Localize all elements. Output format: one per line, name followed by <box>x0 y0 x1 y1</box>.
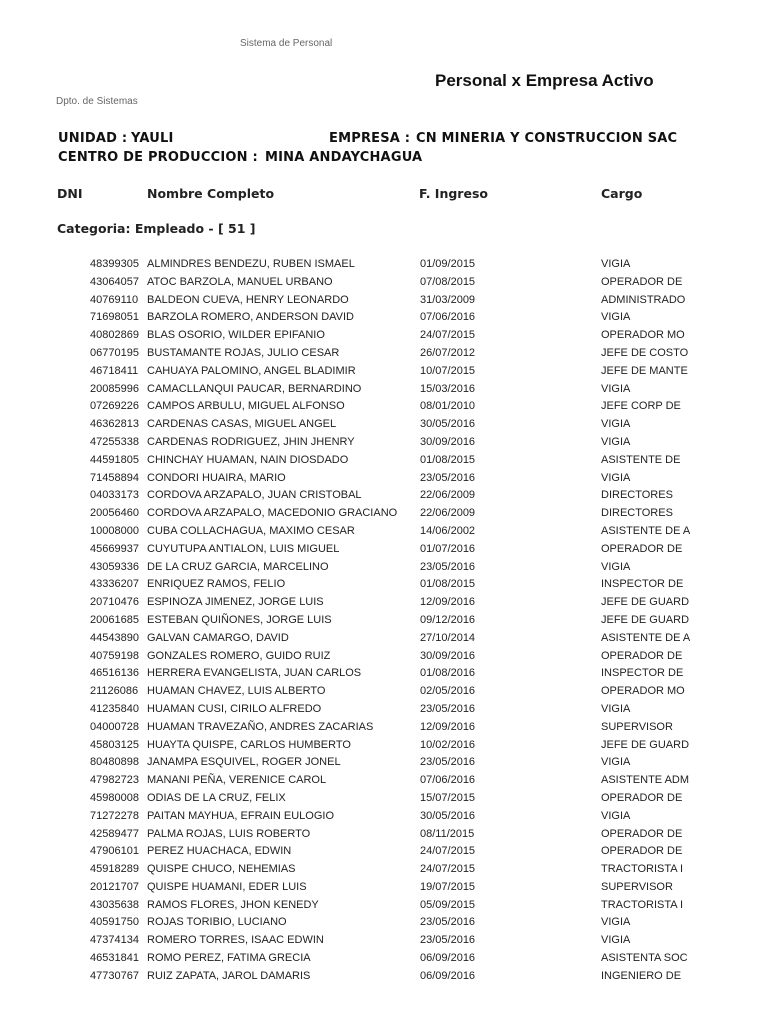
row-date: 01/08/2016 <box>420 667 476 680</box>
row-dni: 44591805 <box>90 453 139 466</box>
row-name: ESTEBAN QUIÑONES, JORGE LUIS <box>147 613 332 626</box>
row-date: 15/07/2015 <box>420 791 476 804</box>
row-dni: 46531841 <box>90 952 139 965</box>
empresa-label: EMPRESA : <box>329 131 411 146</box>
centro-value: MINA ANDAYCHAGUA <box>265 150 423 165</box>
column-header-name: Nombre Completo <box>147 186 275 201</box>
table-row <box>0 470 768 488</box>
row-date: 01/08/2015 <box>420 453 476 466</box>
row-cargo: ASISTENTE DE A <box>601 631 690 644</box>
row-dni: 20121707 <box>90 880 139 893</box>
row-date: 07/08/2015 <box>420 275 476 288</box>
table-row <box>0 754 768 772</box>
row-name: CORDOVA ARZAPALO, JUAN CRISTOBAL <box>147 489 362 502</box>
row-cargo: DIRECTORES <box>601 489 673 502</box>
row-dni: 20056460 <box>90 507 139 520</box>
row-cargo: OPERADOR DE <box>601 275 683 288</box>
row-dni: 20085996 <box>90 382 139 395</box>
row-date: 19/07/2015 <box>420 880 476 893</box>
row-cargo: VIGIA <box>601 756 631 769</box>
row-name: CAMPOS ARBULU, MIGUEL ALFONSO <box>147 400 345 413</box>
table-row <box>0 594 768 612</box>
row-date: 30/05/2016 <box>420 809 476 822</box>
table-row <box>0 808 768 826</box>
table-row <box>0 256 768 274</box>
table-row <box>0 487 768 505</box>
row-dni: 40802869 <box>90 329 139 342</box>
row-dni: 06770195 <box>90 346 139 359</box>
row-name: CUBA COLLACHAGUA, MAXIMO CESAR <box>147 524 355 537</box>
row-date: 01/08/2015 <box>420 578 476 591</box>
row-dni: 44543890 <box>90 631 139 644</box>
row-cargo: VIGIA <box>601 418 631 431</box>
row-name: GALVAN CAMARGO, DAVID <box>147 631 289 644</box>
row-date: 10/07/2015 <box>420 364 476 377</box>
row-name: HUAYTA QUISPE, CARLOS HUMBERTO <box>147 738 351 751</box>
table-row <box>0 381 768 399</box>
row-dni: 43059336 <box>90 560 139 573</box>
row-date: 08/01/2010 <box>420 400 476 413</box>
row-name: GONZALES ROMERO, GUIDO RUIZ <box>147 649 331 662</box>
table-row <box>0 879 768 897</box>
row-date: 31/03/2009 <box>420 293 476 306</box>
row-dni: 43064057 <box>90 275 139 288</box>
row-date: 15/03/2016 <box>420 382 476 395</box>
row-cargo: JEFE DE GUARD <box>601 738 690 751</box>
row-date: 23/05/2016 <box>420 756 476 769</box>
row-name: CUYUTUPA ANTIALON, LUIS MIGUEL <box>147 542 340 555</box>
table-row <box>0 950 768 968</box>
empresa-value: CN MINERIA Y CONSTRUCCION SAC <box>416 131 678 146</box>
table-row <box>0 968 768 986</box>
row-dni: 80480898 <box>90 756 139 769</box>
row-cargo: OPERADOR DE <box>601 542 683 555</box>
row-date: 01/09/2015 <box>420 258 476 270</box>
row-cargo: ASISTENTA SOC <box>601 952 688 965</box>
row-date: 30/05/2016 <box>420 418 476 431</box>
row-cargo: ASISTENTE DE A <box>601 524 690 537</box>
row-name: MANANI PEÑA, VERENICE CAROL <box>147 774 327 787</box>
row-cargo: JEFE DE GUARD <box>601 613 690 626</box>
row-name: ROMO PEREZ, FATIMA GRECIA <box>147 952 311 965</box>
row-dni: 43336207 <box>90 578 139 591</box>
row-name: ALMINDRES BENDEZU, RUBEN ISMAEL <box>147 258 355 270</box>
row-dni: 45669937 <box>90 542 139 555</box>
row-dni: 47730767 <box>90 969 139 982</box>
unidad-label: UNIDAD : <box>58 131 128 146</box>
row-name: HUAMAN TRAVEZAÑO, ANDRES ZACARIAS <box>147 720 374 733</box>
row-date: 06/09/2016 <box>420 952 476 965</box>
row-dni: 10008000 <box>90 524 139 537</box>
row-dni: 47374134 <box>90 934 139 947</box>
row-cargo: VIGIA <box>601 934 631 947</box>
table-row <box>0 665 768 683</box>
row-name: CONDORI HUAIRA, MARIO <box>147 471 286 484</box>
table-row <box>0 790 768 808</box>
row-cargo: JEFE DE GUARD <box>601 596 690 609</box>
row-cargo: TRACTORISTA I <box>601 863 684 876</box>
row-date: 23/05/2016 <box>420 916 476 929</box>
row-name: HERRERA EVANGELISTA, JUAN CARLOS <box>147 667 362 680</box>
row-date: 14/06/2002 <box>420 524 476 537</box>
row-cargo: INSPECTOR DE <box>601 578 684 591</box>
row-cargo: INGENIERO DE <box>601 969 682 982</box>
table-row <box>0 648 768 666</box>
row-name: CAHUAYA PALOMINO, ANGEL BLADIMIR <box>147 364 356 377</box>
row-name: BALDEON CUEVA, HENRY LEONARDO <box>147 293 349 306</box>
unidad-value: YAULI <box>131 131 174 146</box>
row-cargo: OPERADOR DE <box>601 649 683 662</box>
row-date: 30/09/2016 <box>420 649 476 662</box>
table-row <box>0 309 768 327</box>
row-dni: 40759198 <box>90 649 139 662</box>
row-dni: 71272278 <box>90 809 139 822</box>
row-date: 02/05/2016 <box>420 685 476 698</box>
row-date: 24/07/2015 <box>420 329 476 342</box>
table-row <box>0 559 768 577</box>
row-name: ROJAS TORIBIO, LUCIANO <box>147 916 287 929</box>
row-dni: 46718411 <box>90 364 139 377</box>
department-name: Dpto. de Sistemas <box>56 96 138 107</box>
row-name: BUSTAMANTE ROJAS, JULIO CESAR <box>147 346 340 359</box>
table-row <box>0 327 768 345</box>
row-dni: 71458894 <box>90 471 139 484</box>
table-row <box>0 523 768 541</box>
column-header-cargo: Cargo <box>601 186 643 201</box>
table-row <box>0 345 768 363</box>
row-date: 23/05/2016 <box>420 934 476 947</box>
row-date: 27/10/2014 <box>420 631 476 644</box>
table-row <box>0 701 768 719</box>
row-date: 22/06/2009 <box>420 489 476 502</box>
row-cargo: DIRECTORES <box>601 507 673 520</box>
row-dni: 43035638 <box>90 898 139 911</box>
row-name: QUISPE HUAMANI, EDER LUIS <box>147 880 307 893</box>
row-dni: 42589477 <box>90 827 139 840</box>
table-row <box>0 826 768 844</box>
row-name: CARDENAS CASAS, MIGUEL ANGEL <box>147 418 337 431</box>
row-cargo: JEFE CORP DE <box>601 400 681 413</box>
row-date: 12/09/2016 <box>420 596 476 609</box>
row-date: 06/09/2016 <box>420 969 476 982</box>
row-cargo: VIGIA <box>601 560 631 573</box>
row-name: CHINCHAY HUAMAN, NAIN DIOSDADO <box>147 453 349 466</box>
row-name: PEREZ HUACHACA, EDWIN <box>147 845 292 858</box>
row-dni: 46516136 <box>90 667 139 680</box>
row-cargo: VIGIA <box>601 471 631 484</box>
row-dni: 47982723 <box>90 774 139 787</box>
table-row <box>0 843 768 861</box>
row-name: ATOC BARZOLA, MANUEL URBANO <box>147 275 333 288</box>
row-name: CAMACLLANQUI PAUCAR, BERNARDINO <box>147 382 362 395</box>
row-dni: 04000728 <box>90 720 139 733</box>
row-name: RUIZ ZAPATA, JAROL DAMARIS <box>147 969 311 982</box>
table-row <box>0 398 768 416</box>
column-header-date: F. Ingreso <box>419 186 488 201</box>
row-name: JANAMPA ESQUIVEL, ROGER JONEL <box>147 756 341 769</box>
row-dni: 20710476 <box>90 596 139 609</box>
row-cargo: OPERADOR MO <box>601 329 685 342</box>
row-cargo: JEFE DE COSTO <box>601 346 689 359</box>
row-date: 08/11/2015 <box>420 827 475 840</box>
row-date: 23/05/2016 <box>420 560 476 573</box>
table-row <box>0 434 768 452</box>
row-dni: 45918289 <box>90 863 139 876</box>
row-date: 05/09/2015 <box>420 898 476 911</box>
row-dni: 40591750 <box>90 916 139 929</box>
row-name: BARZOLA ROMERO, ANDERSON DAVID <box>147 311 355 324</box>
row-date: 07/06/2016 <box>420 311 476 324</box>
table-row <box>0 737 768 755</box>
row-name: HUAMAN CUSI, CIRILO ALFREDO <box>147 702 322 715</box>
row-cargo: VIGIA <box>601 809 631 822</box>
row-cargo: OPERADOR DE <box>601 827 683 840</box>
row-cargo: JEFE DE MANTE <box>601 364 688 377</box>
table-row <box>0 914 768 932</box>
table-row <box>0 932 768 950</box>
table-row <box>0 292 768 310</box>
table-row <box>0 274 768 292</box>
row-cargo: VIGIA <box>601 916 631 929</box>
row-cargo: VIGIA <box>601 435 631 448</box>
row-cargo: VIGIA <box>601 702 631 715</box>
row-name: ESPINOZA JIMENEZ, JORGE LUIS <box>147 596 324 609</box>
row-dni: 46362813 <box>90 418 139 431</box>
row-cargo: TRACTORISTA I <box>601 898 684 911</box>
category-heading: Categoria: Empleado - [ 51 ] <box>57 221 256 236</box>
row-dni: 71698051 <box>90 311 139 324</box>
row-name: BLAS OSORIO, WILDER EPIFANIO <box>147 329 325 342</box>
row-dni: 41235840 <box>90 702 139 715</box>
row-date: 07/06/2016 <box>420 774 476 787</box>
report-title: Personal x Empresa Activo <box>435 71 654 90</box>
row-date: 23/05/2016 <box>420 471 476 484</box>
row-name: PALMA ROJAS, LUIS ROBERTO <box>147 827 311 840</box>
row-dni: 04033173 <box>90 489 139 502</box>
row-cargo: INSPECTOR DE <box>601 667 684 680</box>
row-name: CORDOVA ARZAPALO, MACEDONIO GRACIANO <box>147 507 398 520</box>
row-date: 24/07/2015 <box>420 845 476 858</box>
table-row <box>0 897 768 915</box>
table-row <box>0 719 768 737</box>
column-header-dni: DNI <box>57 186 83 201</box>
row-date: 09/12/2016 <box>420 613 476 626</box>
row-dni: 48399305 <box>90 258 139 270</box>
row-dni: 45980008 <box>90 791 139 804</box>
table-row <box>0 630 768 648</box>
row-name: DE LA CRUZ GARCIA, MARCELINO <box>147 560 329 573</box>
row-date: 01/07/2016 <box>420 542 476 555</box>
row-date: 26/07/2012 <box>420 346 476 359</box>
table-row <box>0 683 768 701</box>
table-row <box>0 363 768 381</box>
row-cargo: ADMINISTRADO <box>601 293 686 306</box>
row-cargo: OPERADOR DE <box>601 791 683 804</box>
row-name: CARDENAS RODRIGUEZ, JHIN JHENRY <box>147 435 355 448</box>
row-cargo: VIGIA <box>601 311 631 324</box>
row-cargo: OPERADOR DE <box>601 845 683 858</box>
row-date: 22/06/2009 <box>420 507 476 520</box>
row-name: PAITAN MAYHUA, EFRAIN EULOGIO <box>147 809 335 822</box>
row-date: 12/09/2016 <box>420 720 476 733</box>
row-dni: 40769110 <box>90 293 139 306</box>
row-cargo: SUPERVISOR <box>601 720 673 733</box>
row-name: ROMERO TORRES, ISAAC EDWIN <box>147 934 324 947</box>
row-dni: 45803125 <box>90 738 139 751</box>
row-date: 23/05/2016 <box>420 702 476 715</box>
row-name: HUAMAN CHAVEZ, LUIS ALBERTO <box>147 685 326 698</box>
system-name: Sistema de Personal <box>240 38 333 49</box>
table-row <box>0 541 768 559</box>
employee-table <box>0 256 768 986</box>
row-cargo: VIGIA <box>601 258 631 270</box>
row-date: 10/02/2016 <box>420 738 476 751</box>
table-row <box>0 861 768 879</box>
table-row <box>0 505 768 523</box>
row-dni: 07269226 <box>90 400 139 413</box>
row-cargo: ASISTENTE ADM <box>601 774 690 787</box>
centro-label: CENTRO DE PRODUCCION : <box>58 150 258 165</box>
row-cargo: ASISTENTE DE <box>601 453 681 466</box>
row-dni: 21126086 <box>90 685 139 698</box>
row-dni: 20061685 <box>90 613 139 626</box>
row-dni: 47906101 <box>90 845 139 858</box>
table-row <box>0 612 768 630</box>
row-name: ENRIQUEZ RAMOS, FELIO <box>147 578 286 591</box>
row-name: ODIAS DE LA CRUZ, FELIX <box>147 791 286 804</box>
row-name: RAMOS FLORES, JHON KENEDY <box>147 898 319 911</box>
table-row <box>0 452 768 470</box>
row-name: QUISPE CHUCO, NEHEMIAS <box>147 863 296 876</box>
table-row <box>0 416 768 434</box>
row-dni: 47255338 <box>90 435 139 448</box>
row-cargo: VIGIA <box>601 382 631 395</box>
row-cargo: SUPERVISOR <box>601 880 673 893</box>
row-cargo: OPERADOR MO <box>601 685 685 698</box>
row-date: 24/07/2015 <box>420 863 476 876</box>
row-date: 30/09/2016 <box>420 435 476 448</box>
table-row <box>0 576 768 594</box>
table-row <box>0 772 768 790</box>
